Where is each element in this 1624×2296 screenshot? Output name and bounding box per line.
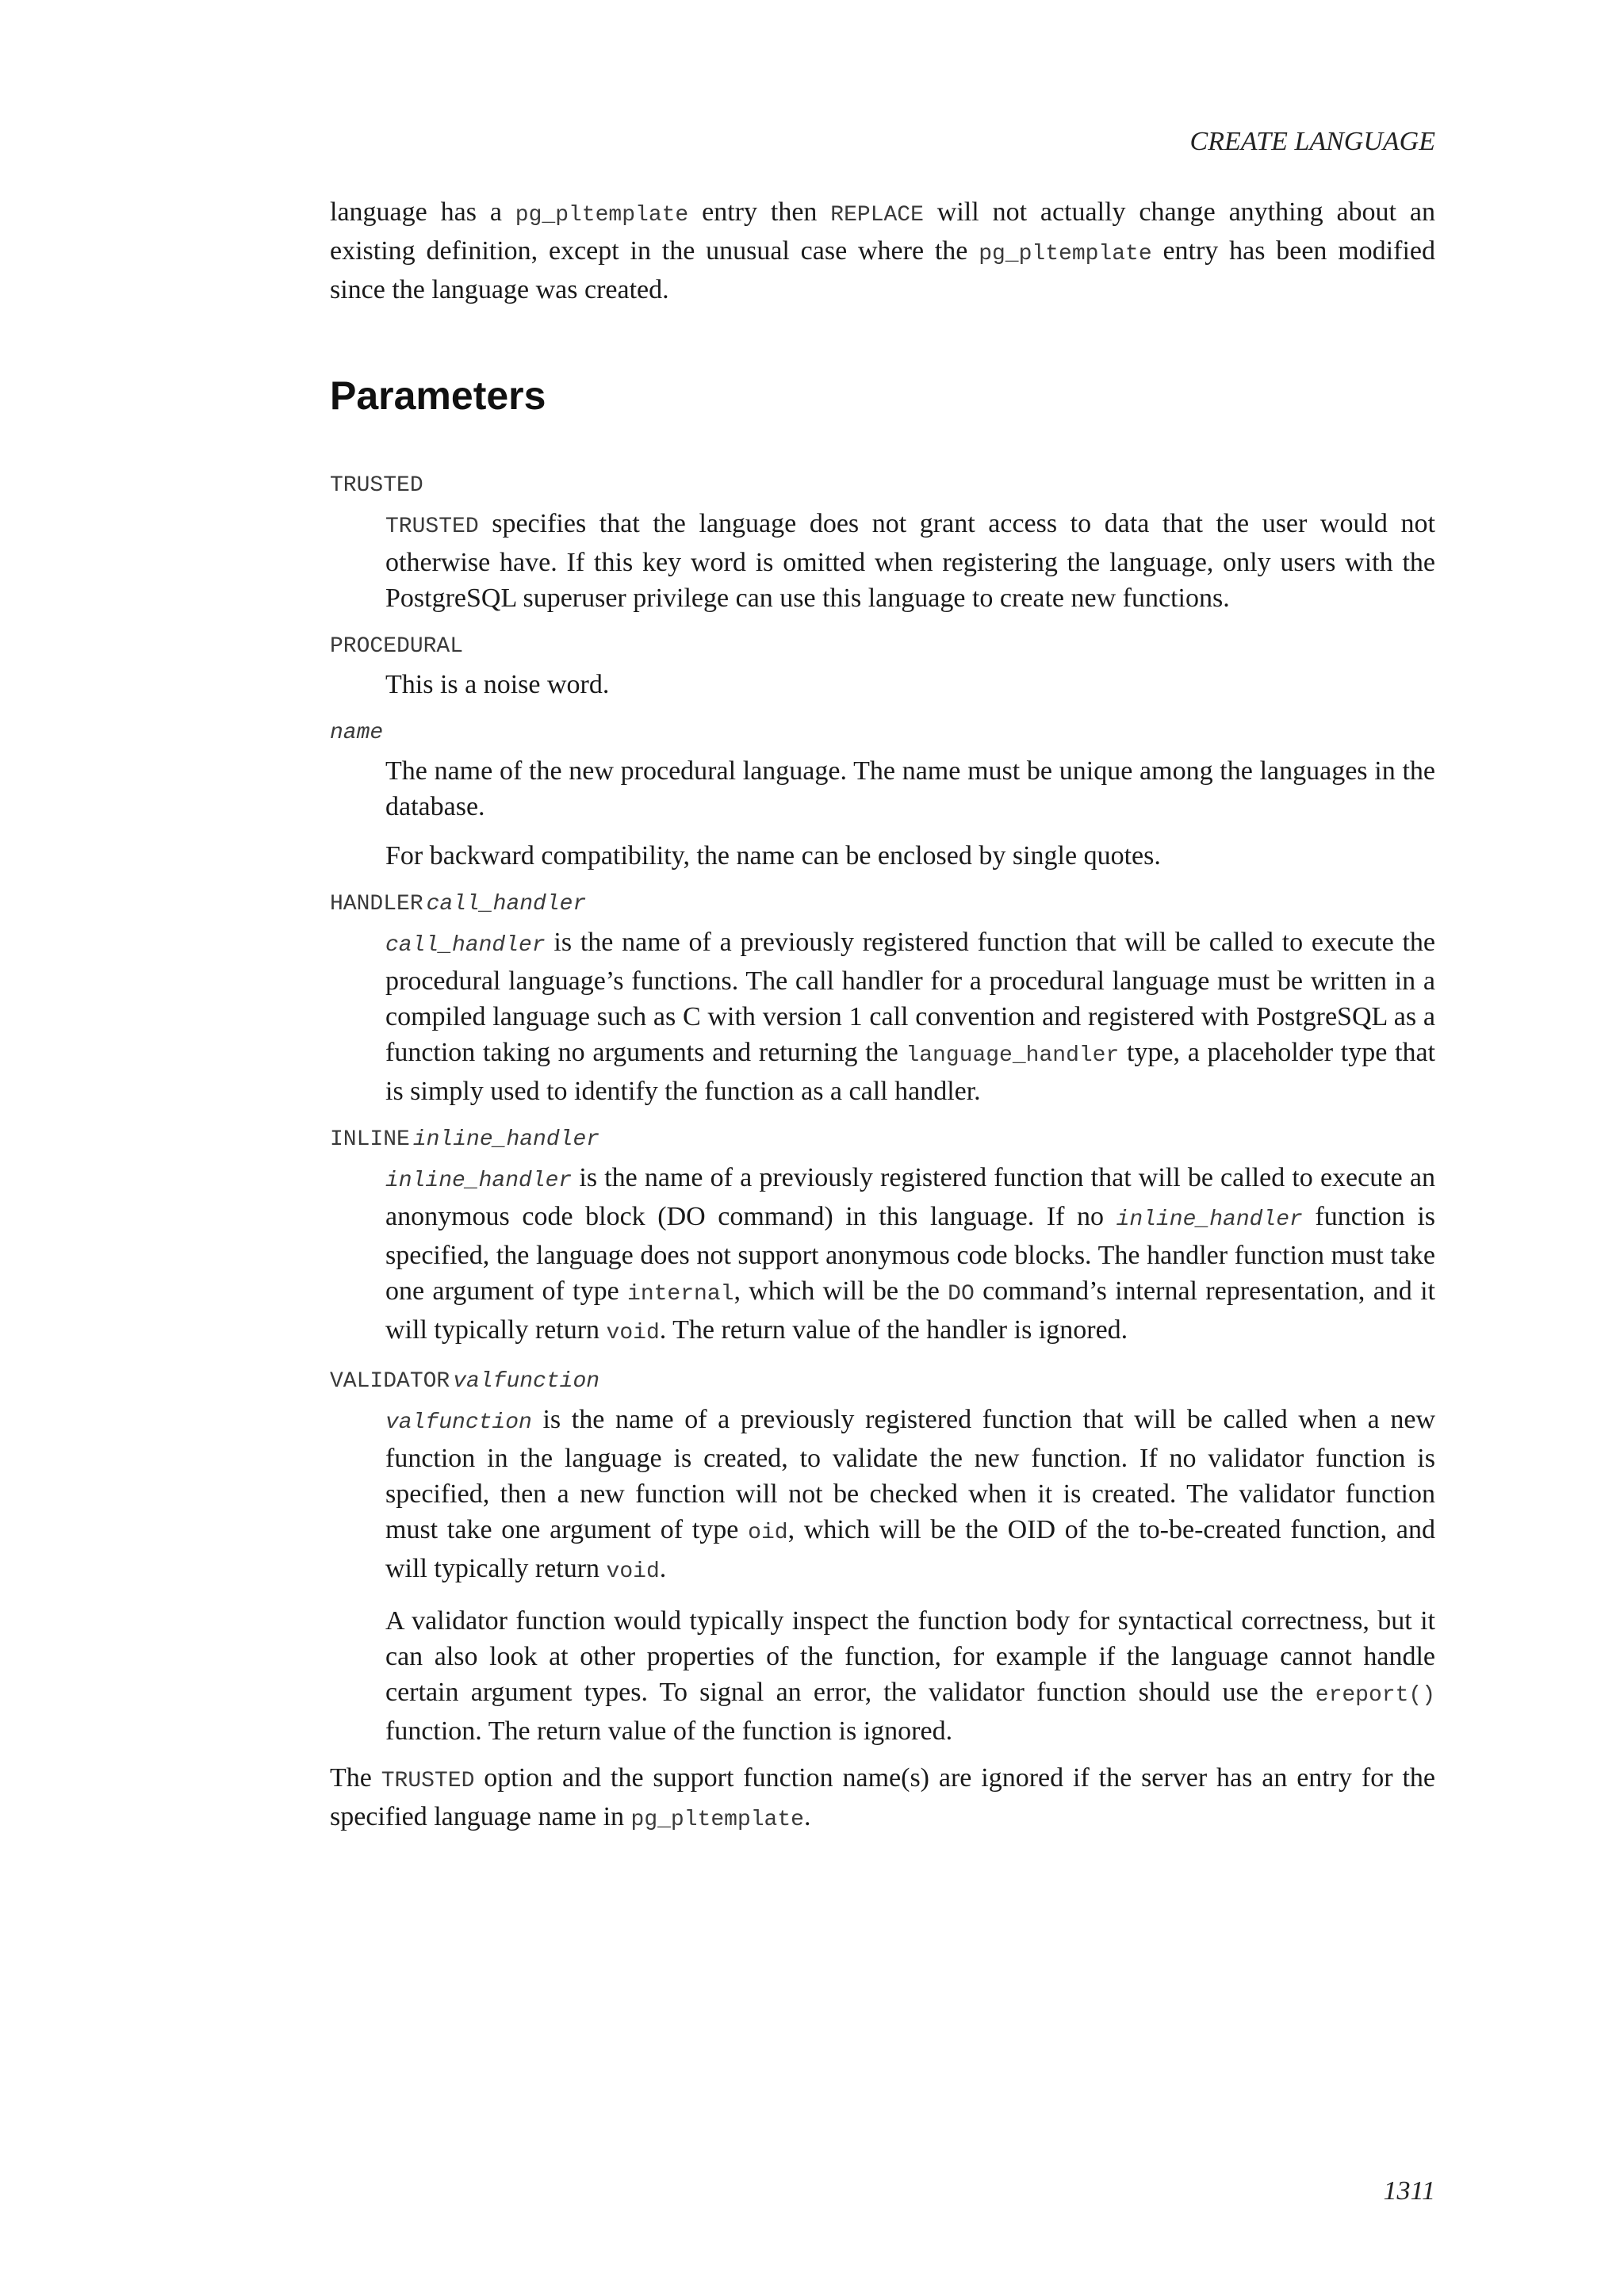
description-paragraph	[385, 1603, 1435, 1749]
param-desc-trusted	[385, 506, 1435, 616]
code-literal: DO	[948, 1282, 975, 1307]
term-argument: inline_handler	[412, 1127, 600, 1152]
description-paragraph	[385, 1402, 1435, 1590]
code-literal: call_handler	[385, 933, 546, 958]
description-paragraph: The name of the new procedural language. The name must be unique among the languages in the database.	[385, 756, 1435, 821]
term-keyword: PROCEDURAL	[330, 634, 464, 659]
description-paragraph: For backward compatibility, the name can be enclosed by single quotes.	[385, 841, 1161, 871]
description-paragraph	[385, 506, 1435, 616]
code-literal: ereport()	[1315, 1683, 1435, 1708]
text: .	[659, 1554, 667, 1583]
text: . The return value of the handler is ignored.	[659, 1315, 1128, 1345]
param-desc-handler	[385, 924, 1435, 1109]
code-literal: oid	[748, 1521, 788, 1545]
text: .	[803, 1802, 811, 1831]
code-literal: void	[606, 1559, 660, 1584]
text: entry has been modified since the language was created.	[330, 236, 1435, 304]
code-literal: TRUSTED	[381, 1769, 475, 1793]
text: function. The return value of the function is ignored.	[385, 1716, 953, 1746]
text: is the name of a previously registered function that will be called when a new function in the language is created, to validate the new function. If no validator function is specified, then a new function will not be checked when it is created. The validator function must take one argument of type	[385, 1405, 1435, 1544]
description-paragraph: This is a noise word.	[385, 670, 610, 699]
param-term-procedural	[330, 627, 1435, 667]
text: is the name of a previously registered function that will be called to execute an anonymous code block (DO command) in this language. If no	[385, 1163, 1435, 1231]
term-keyword: VALIDATOR	[330, 1369, 450, 1394]
term-keyword: TRUSTED	[330, 473, 423, 498]
code-literal: pg_pltemplate	[515, 203, 689, 228]
term-argument: call_handler	[426, 892, 587, 916]
description-paragraph	[385, 1160, 1435, 1351]
text: is the name of a previously registered function that will be called to execute the procedural language’s functions. The call handler for a procedural language must be written in a compiled language such as C with version 1 call convention and registered with PostgreSQL as a function taking no arguments and returning the	[385, 928, 1435, 1067]
text: A validator function would typically inspect the function body for syntactical correctness, but it can also look at other properties of the function, for example if the language cannot handle certain argument types. To signal an error, the validator function should use the	[385, 1606, 1435, 1707]
code-literal: pg_pltemplate	[630, 1808, 804, 1832]
param-term-validator	[330, 1362, 1435, 1402]
text: entry then	[688, 197, 831, 227]
text: command’s internal representation, and it will typically return	[385, 1276, 1435, 1345]
param-desc-procedural	[385, 667, 1435, 702]
param-desc-validator	[385, 1402, 1435, 1749]
intro-paragraph	[330, 194, 1435, 308]
text: The	[330, 1763, 381, 1793]
text: function is specified, the language does not support anonymous code blocks. The handler function must take one argument of type	[385, 1202, 1435, 1306]
text: type, a placeholder type that is simply used to identify the function as a call handler.	[385, 1038, 1435, 1106]
code-literal: TRUSTED	[385, 515, 479, 539]
text: , which will be the	[733, 1276, 948, 1306]
code-literal: pg_pltemplate	[979, 242, 1152, 266]
param-term-handler	[330, 885, 1435, 924]
page-number: 1311	[1383, 2176, 1435, 2206]
section-heading: Parameters	[330, 373, 546, 418]
param-term-inline	[330, 1120, 1435, 1160]
closing-paragraph	[330, 1760, 1435, 1838]
code-literal: REPLACE	[830, 203, 924, 228]
param-desc-inline	[385, 1160, 1435, 1351]
code-literal: internal	[627, 1282, 734, 1307]
running-header: CREATE LANGUAGE	[1189, 127, 1435, 156]
code-literal: inline_handler	[385, 1169, 573, 1193]
param-term-trusted	[330, 466, 1435, 506]
term-argument: name	[330, 721, 384, 745]
term-argument: valfunction	[453, 1369, 600, 1394]
text: will not actually change anything about an existing definition, except in the unusual case where the	[330, 197, 1435, 266]
param-term-name	[330, 714, 1435, 753]
code-literal: inline_handler	[1116, 1207, 1303, 1232]
term-keyword: HANDLER	[330, 892, 423, 916]
parameter-list	[330, 466, 1435, 1838]
param-desc-name	[385, 753, 1435, 874]
term-keyword: INLINE	[330, 1127, 410, 1152]
text: language has a	[330, 197, 515, 227]
code-literal: void	[606, 1321, 660, 1345]
code-literal: valfunction	[385, 1410, 532, 1435]
text: option and the support function name(s) are ignored if the server has an entry for the specified language name in	[330, 1763, 1436, 1831]
description-paragraph	[385, 924, 1435, 1109]
text: , which will be the OID of the to-be-created function, and will typically return	[385, 1515, 1435, 1583]
text: specifies that the language does not grant access to data that the user would not otherwise have. If this key word is omitted when registering the language, only users with the PostgreSQL superuser privilege can use this language to create new functions.	[385, 509, 1435, 613]
code-literal: language_handler	[906, 1043, 1120, 1068]
